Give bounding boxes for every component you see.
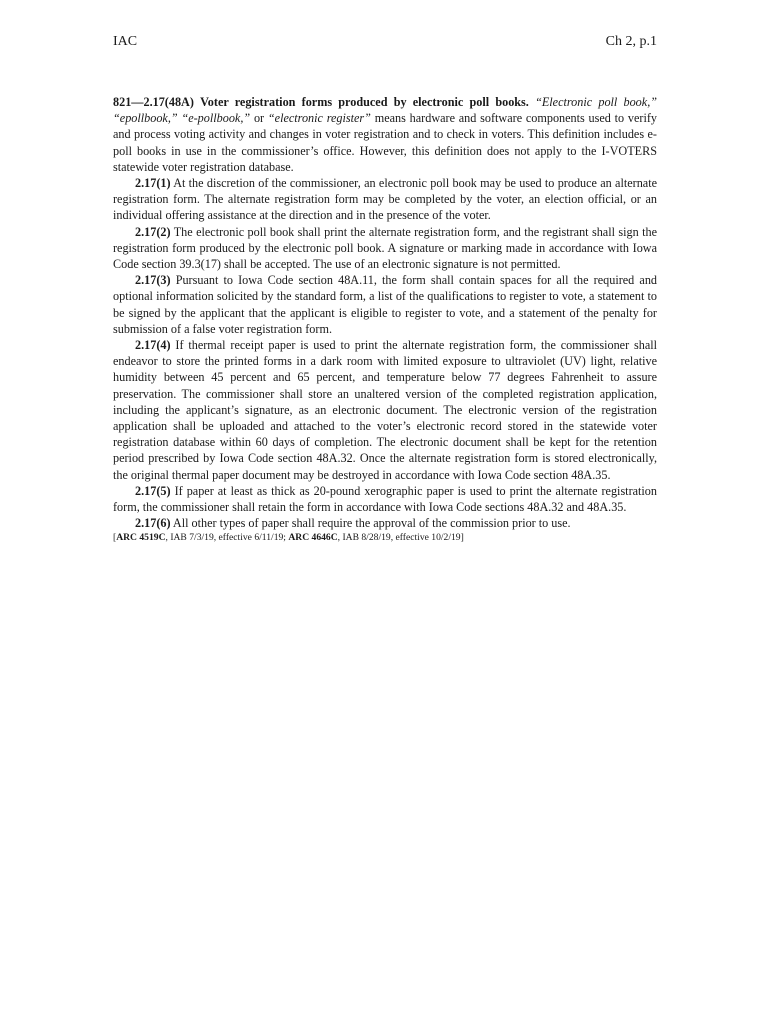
arc-reference-2: ARC 4646C xyxy=(288,532,338,544)
history-detail-1: , IAB 7/3/19, effective 6/11/19; xyxy=(165,532,289,544)
history-detail-2: , IAB 8/28/19, effective 10/2/19] xyxy=(337,532,464,544)
defined-terms: “Electronic poll book,” “epollbook,” “e-pollbook,” xyxy=(113,95,658,126)
subrule-number: 2.17(5) xyxy=(135,483,171,498)
rule-body xyxy=(113,94,657,544)
subrule-text: All other types of paper shall require the approval of the commission prior to use. xyxy=(172,516,571,531)
subrule-number: 2.17(1) xyxy=(135,176,171,191)
history-open: [ xyxy=(113,532,117,544)
subrule-6 xyxy=(113,515,657,531)
rule-definition: means hardware and software components used to verify and process voting activity and changes in voter registration and to check in voters. This definition includes e-poll books in use in the commissioner’s office. However, this definition does not apply to the I-VOTERS statewide voter registration database. xyxy=(113,111,658,174)
subrule-number: 2.17(6) xyxy=(135,516,171,531)
subrule-number: 2.17(2) xyxy=(135,224,171,239)
subrule-number: 2.17(4) xyxy=(135,338,171,353)
subrule-1 xyxy=(113,175,657,224)
subrule-text: If thermal receipt paper is used to print the alternate registration form, the commissioner shall endeavor to store the printed forms in a dark room with limited exposure to ultraviolet (UV) light, relative humidity between 45 percent and 65 percent, and temperature below 77 degrees Fahrenheit to assure preservation. The commissioner shall store an unaltered version of the completed registration application, including the applicant’s signature, as an electronic document. The electronic version of the registration application shall be uploaded and attached to the voter’s electronic record stored in the statewide voter registration database within 60 days of completion. The electronic document shall be kept for the retention period prescribed by Iowa Code section 48A.32. Once the alternate registration form is stored electronically, the original thermal paper document may be destroyed in accordance with Iowa Code section 48A.35. xyxy=(113,338,658,482)
arc-reference-1: ARC 4519C xyxy=(116,532,166,544)
subrule-number: 2.17(3) xyxy=(135,273,171,288)
subrule-3 xyxy=(113,272,657,337)
subrule-text: At the discretion of the commissioner, an electronic poll book may be used to produce an alternate registration form. The alternate registration form may be completed by the voter, an election official, or an individual offering assistance at the direction and in the presence of the voter. xyxy=(113,176,657,223)
or-word: or xyxy=(253,111,265,126)
header-left: IAC xyxy=(113,34,138,49)
rule-title: Voter registration forms produced by electronic poll books. xyxy=(200,95,529,109)
rule-intro-paragraph xyxy=(113,94,657,175)
subrule-5 xyxy=(113,483,657,515)
subrule-text: If paper at least as thick as 20-pound xerographic paper is used to print the alternate registration form, the commissioner shall retain the form in accordance with Iowa Code sections 48A.32 and 48A.35. xyxy=(113,483,657,515)
rule-number: 821—2.17(48A) xyxy=(113,95,194,109)
subrule-2 xyxy=(113,224,657,273)
subrule-text: The electronic poll book shall print the alternate registration form, and the registrant shall sign the registration form produced by the electronic poll book. A signature or marking made in accordance with Iowa Code section 39.3(17) shall be accepted. The use of an electronic signature is not permitted. xyxy=(113,224,657,272)
header-right: Ch 2, p.1 xyxy=(605,34,657,49)
defined-term-last: “electronic register” xyxy=(267,111,371,126)
history-note xyxy=(113,531,657,544)
subrule-4 xyxy=(113,337,657,483)
subrule-text: Pursuant to Iowa Code section 48A.11, the form shall contain spaces for all the required and optional information solicited by the standard form, a list of the qualifications to register to vote, a statement to be signed by the applicant that the applicant is eligible to register to vote, and a statement of the penalty for submission of a false voter registration form. xyxy=(113,273,658,336)
